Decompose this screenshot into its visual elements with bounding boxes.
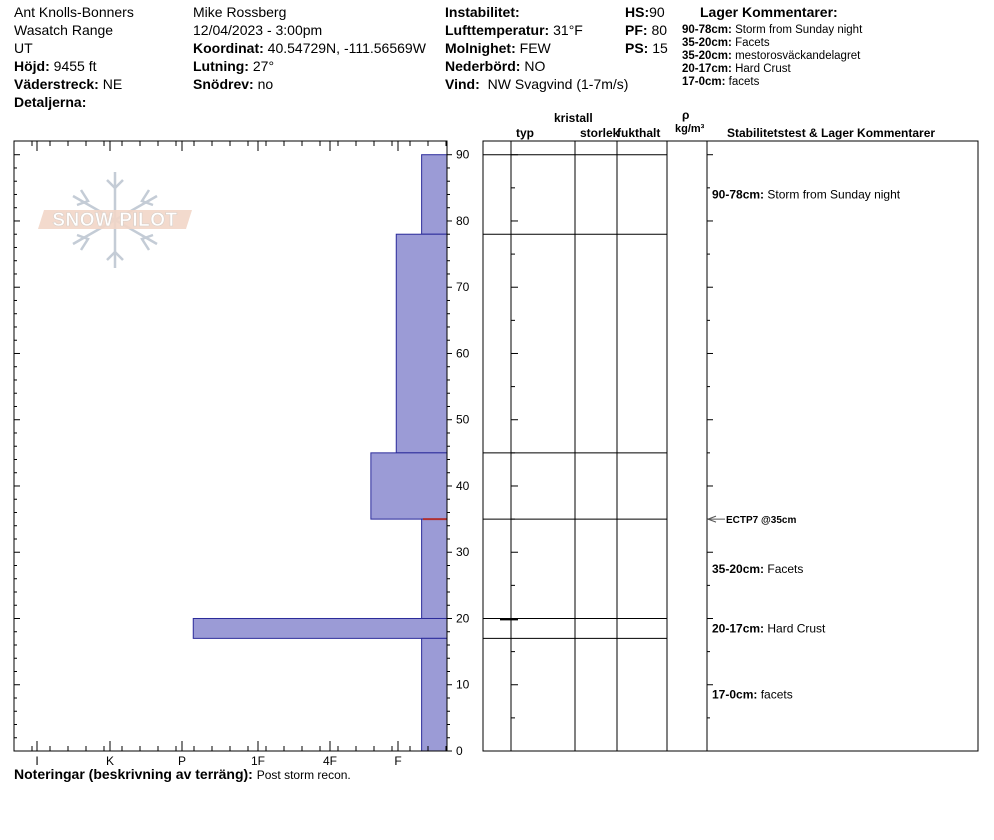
slope-value: 27°: [252, 58, 275, 74]
layer-summary-title: Lager Kommentarer:: [700, 4, 838, 20]
coordinate-row: [193, 39, 426, 57]
layer-comment: 17-0cm: facets: [712, 687, 793, 702]
notes-label: Noteringar (beskrivning av terräng):: [14, 766, 253, 782]
location-name: Ant Knolls-Bonners: [14, 4, 134, 20]
state: UT: [14, 40, 33, 56]
layer-table: [480, 130, 985, 780]
precip-row: [445, 57, 545, 75]
layer-summary-item: 90-78cm: Storm from Sunday night: [682, 24, 863, 36]
layer-summary-item: 17-0cm: facets: [682, 76, 760, 88]
coordinate-value: 40.54729N, -111.56569W: [267, 40, 426, 56]
pf-value: 80: [651, 22, 668, 38]
layer-comment: 90-78cm: Storm from Sunday night: [712, 187, 901, 202]
depth-tick-label: 30: [456, 545, 470, 560]
cloud-row: [445, 39, 551, 57]
aspect-label: Väderstreck:: [14, 76, 99, 92]
drift-value: no: [257, 76, 274, 92]
hardness-tick-label: 1F: [250, 754, 266, 768]
table-frame: [483, 141, 978, 751]
stability-test-label: ECTP7 @35cm: [726, 515, 797, 527]
layer-summary-item: 35-20cm: mestorosväckandelagret: [682, 50, 861, 62]
depth-tick-label: 50: [456, 412, 470, 427]
depth-tick-label: 20: [456, 611, 470, 626]
notes-text: Post storm recon.: [256, 768, 351, 782]
hardness-frame: [14, 141, 447, 751]
mountain-range: Wasatch Range: [14, 22, 114, 38]
hardness-ticks: [14, 141, 452, 751]
hs-label: HS:: [625, 4, 650, 20]
logo-text: SNOW PILOT: [52, 210, 178, 231]
depth-tick-label: 90: [456, 147, 470, 162]
wind-label: Vind:: [445, 76, 480, 92]
instability-label: Instabilitet:: [445, 4, 520, 20]
pf-label: PF:: [625, 22, 648, 38]
wind-value: NW Svagvind (1-7m/s): [487, 76, 629, 92]
layer-comment: 35-20cm: Facets: [712, 561, 804, 576]
column-header-type: typ: [516, 126, 534, 140]
notes-row: [14, 766, 351, 782]
hardness-bar-5: [422, 638, 447, 751]
hardness-tick-label: F: [394, 754, 402, 768]
column-header-moisture: fukthalt: [617, 126, 661, 140]
layer-comment-labels: [712, 187, 901, 701]
airtemp-value: 31°F: [553, 22, 583, 38]
aspect-row: [14, 75, 122, 93]
depth-tick-label: 40: [456, 478, 470, 493]
hs-value: 90: [649, 4, 665, 20]
depth-tick-label: 70: [456, 280, 470, 295]
hardness-tick-label: P: [177, 754, 187, 768]
precip-label: Nederbörd:: [445, 58, 521, 74]
pf-row: [625, 21, 667, 39]
table-column-dividers: [511, 141, 707, 751]
observation-datetime: 12/04/2023 - 3:00pm: [193, 22, 323, 38]
depth-tick-label: 0: [456, 744, 463, 758]
airtemp-row: [445, 21, 583, 39]
hardness-chart: [0, 130, 480, 780]
ps-row: [625, 39, 668, 57]
hardness-bar-3: [422, 519, 447, 618]
details-label: Detaljerna:: [14, 94, 87, 110]
precip-value: NO: [524, 58, 546, 74]
elevation-value: 9455 ft: [53, 58, 97, 74]
stability-test-markers: [708, 515, 796, 526]
layer-comment: 20-17cm: Hard Crust: [712, 621, 826, 636]
drift-label: Snödrev:: [193, 76, 254, 92]
layer-summary-list: [682, 24, 862, 89]
elevation-label: Höjd:: [14, 58, 50, 74]
aspect-value: NE: [102, 76, 123, 92]
drift-row: [193, 75, 273, 93]
layer-summary-item: 35-20cm: Facets: [682, 37, 770, 49]
hardness-bar-4: [193, 618, 447, 638]
hardness-bar-2: [371, 453, 447, 519]
column-header-crystal: kristall: [554, 111, 593, 125]
airtemp-label: Lufttemperatur:: [445, 22, 550, 38]
layer-summary-item: 20-17cm: Hard Crust: [682, 63, 791, 75]
slope-row: [193, 57, 274, 75]
column-header-rho: ρ: [682, 108, 690, 122]
hardness-bar-1: [396, 234, 447, 453]
coordinate-label: Koordinat:: [193, 40, 264, 56]
hs-row: [625, 3, 665, 21]
hardness-bars: [193, 155, 447, 751]
cloud-value: FEW: [519, 40, 551, 56]
depth-tick-label: 80: [456, 213, 470, 228]
depth-tick-label: 60: [456, 346, 470, 361]
ps-label: PS:: [625, 40, 649, 56]
observer-name: Mike Rossberg: [193, 4, 287, 20]
ps-value: 15: [652, 40, 668, 56]
column-header-density: kg/m³: [675, 123, 705, 135]
hardness-tick-label: K: [105, 754, 115, 768]
hardness-tick-label: I: [35, 754, 39, 768]
elevation-row: [14, 57, 96, 75]
wind-row: [445, 75, 628, 93]
depth-tick-label: 10: [456, 677, 470, 692]
cloud-label: Molnighet:: [445, 40, 516, 56]
column-header-stability: Stabilitetstest & Lager Kommentarer: [727, 126, 936, 140]
hardness-tick-label: 4F: [322, 754, 338, 768]
slope-label: Lutning:: [193, 58, 249, 74]
column-header-size: storlek: [580, 126, 620, 140]
hardness-bar-0: [422, 155, 447, 235]
depth-tick-labels: [456, 148, 470, 758]
